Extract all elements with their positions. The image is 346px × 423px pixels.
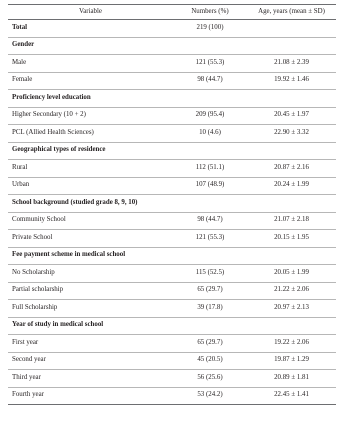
- section-header-row: [8, 195, 336, 213]
- total-row: [8, 20, 336, 38]
- variable-label: Private School: [8, 230, 173, 248]
- number-cell: [173, 90, 247, 108]
- table-row: [8, 230, 336, 248]
- age-cell: 20.45 ± 1.97: [247, 107, 336, 125]
- age-cell: 20.24 ± 1.99: [247, 177, 336, 195]
- number-cell: [173, 37, 247, 55]
- table-row: [8, 177, 336, 195]
- number-cell: 107 (48.9): [173, 177, 247, 195]
- number-cell: 98 (44.7): [173, 72, 247, 90]
- number-cell: [173, 142, 247, 160]
- number-cell: 121 (55.3): [173, 55, 247, 73]
- age-cell: 21.07 ± 2.18: [247, 212, 336, 230]
- number-cell: 45 (20.5): [173, 352, 247, 370]
- age-cell: [247, 90, 336, 108]
- variable-label: First year: [8, 335, 173, 353]
- age-cell: 21.08 ± 2.39: [247, 55, 336, 73]
- variable-label: Full Scholarship: [8, 300, 173, 318]
- variable-label: Female: [8, 72, 173, 90]
- table-row: [8, 55, 336, 73]
- header-variable: Variable: [8, 5, 173, 20]
- header-numbers: Numbers (%): [173, 5, 247, 20]
- table-row: [8, 160, 336, 178]
- variable-label: Fourth year: [8, 387, 173, 405]
- number-cell: 219 (100): [196, 23, 224, 31]
- age-cell: 19.87 ± 1.29: [247, 352, 336, 370]
- table-row: [8, 265, 336, 283]
- number-cell: 53 (24.2): [173, 387, 247, 405]
- variable-label: Community School: [8, 212, 173, 230]
- variable-label: No Scholarship: [8, 265, 173, 283]
- section-header-row: [8, 317, 336, 335]
- section-label: School background (studied grade 8, 9, 10): [8, 195, 173, 213]
- age-cell: 21.22 ± 2.06: [247, 282, 336, 300]
- number-cell: 56 (25.6): [173, 370, 247, 388]
- variable-label: Total: [12, 23, 28, 31]
- header-age: Age, years (mean ± SD): [247, 5, 336, 20]
- table-row: [8, 300, 336, 318]
- age-cell: 20.05 ± 1.99: [247, 265, 336, 283]
- section-label: Proficiency level education: [8, 90, 173, 108]
- table-row: [8, 212, 336, 230]
- header-row: [8, 5, 336, 20]
- age-cell: 20.89 ± 1.81: [247, 370, 336, 388]
- age-cell: 19.92 ± 1.46: [247, 72, 336, 90]
- variable-label: Urban: [8, 177, 173, 195]
- number-cell: [173, 195, 247, 213]
- age-cell: [247, 20, 336, 38]
- section-label: Year of study in medical school: [8, 317, 173, 335]
- age-cell: [247, 37, 336, 55]
- variable-label: Second year: [8, 352, 173, 370]
- variable-label: Male: [8, 55, 173, 73]
- variable-label: Partial scholarship: [8, 282, 173, 300]
- age-cell: 19.22 ± 2.06: [247, 335, 336, 353]
- section-header-row: [8, 37, 336, 55]
- number-cell: 65 (29.7): [173, 335, 247, 353]
- table-row: [8, 335, 336, 353]
- section-header-row: [8, 247, 336, 265]
- section-header-row: [8, 90, 336, 108]
- demographics-table: [8, 4, 336, 405]
- variable-label: Third year: [8, 370, 173, 388]
- number-cell: 209 (95.4): [173, 107, 247, 125]
- table-header: [8, 5, 336, 20]
- number-cell: 98 (44.7): [173, 212, 247, 230]
- variable-label: Higher Secondary (10 + 2): [8, 107, 173, 125]
- number-cell: [173, 247, 247, 265]
- variable-label: Rural: [8, 160, 173, 178]
- table-row: [8, 282, 336, 300]
- age-cell: 20.87 ± 2.16: [247, 160, 336, 178]
- table-row: [8, 352, 336, 370]
- age-cell: [247, 142, 336, 160]
- section-label: Gender: [8, 37, 173, 55]
- number-cell: 121 (55.3): [173, 230, 247, 248]
- age-cell: [247, 247, 336, 265]
- table-row: [8, 125, 336, 143]
- table-row: [8, 370, 336, 388]
- age-cell: [247, 317, 336, 335]
- number-cell: 65 (29.7): [173, 282, 247, 300]
- section-label: Geographical types of residence: [8, 142, 173, 160]
- age-cell: 20.97 ± 2.13: [247, 300, 336, 318]
- age-cell: 20.15 ± 1.95: [247, 230, 336, 248]
- table-row: [8, 387, 336, 405]
- table-body: [8, 20, 336, 405]
- number-cell: 112 (51.1): [173, 160, 247, 178]
- section-header-row: [8, 142, 336, 160]
- age-cell: 22.90 ± 3.32: [247, 125, 336, 143]
- table-row: [8, 107, 336, 125]
- variable-label: PCL (Allied Health Sciences): [8, 125, 173, 143]
- table-row: [8, 72, 336, 90]
- number-cell: [173, 317, 247, 335]
- number-cell: 10 (4.6): [173, 125, 247, 143]
- section-label: Fee payment scheme in medical school: [8, 247, 173, 265]
- age-cell: [247, 195, 336, 213]
- number-cell: 115 (52.5): [173, 265, 247, 283]
- age-cell: 22.45 ± 1.41: [247, 387, 336, 405]
- number-cell: 39 (17.8): [173, 300, 247, 318]
